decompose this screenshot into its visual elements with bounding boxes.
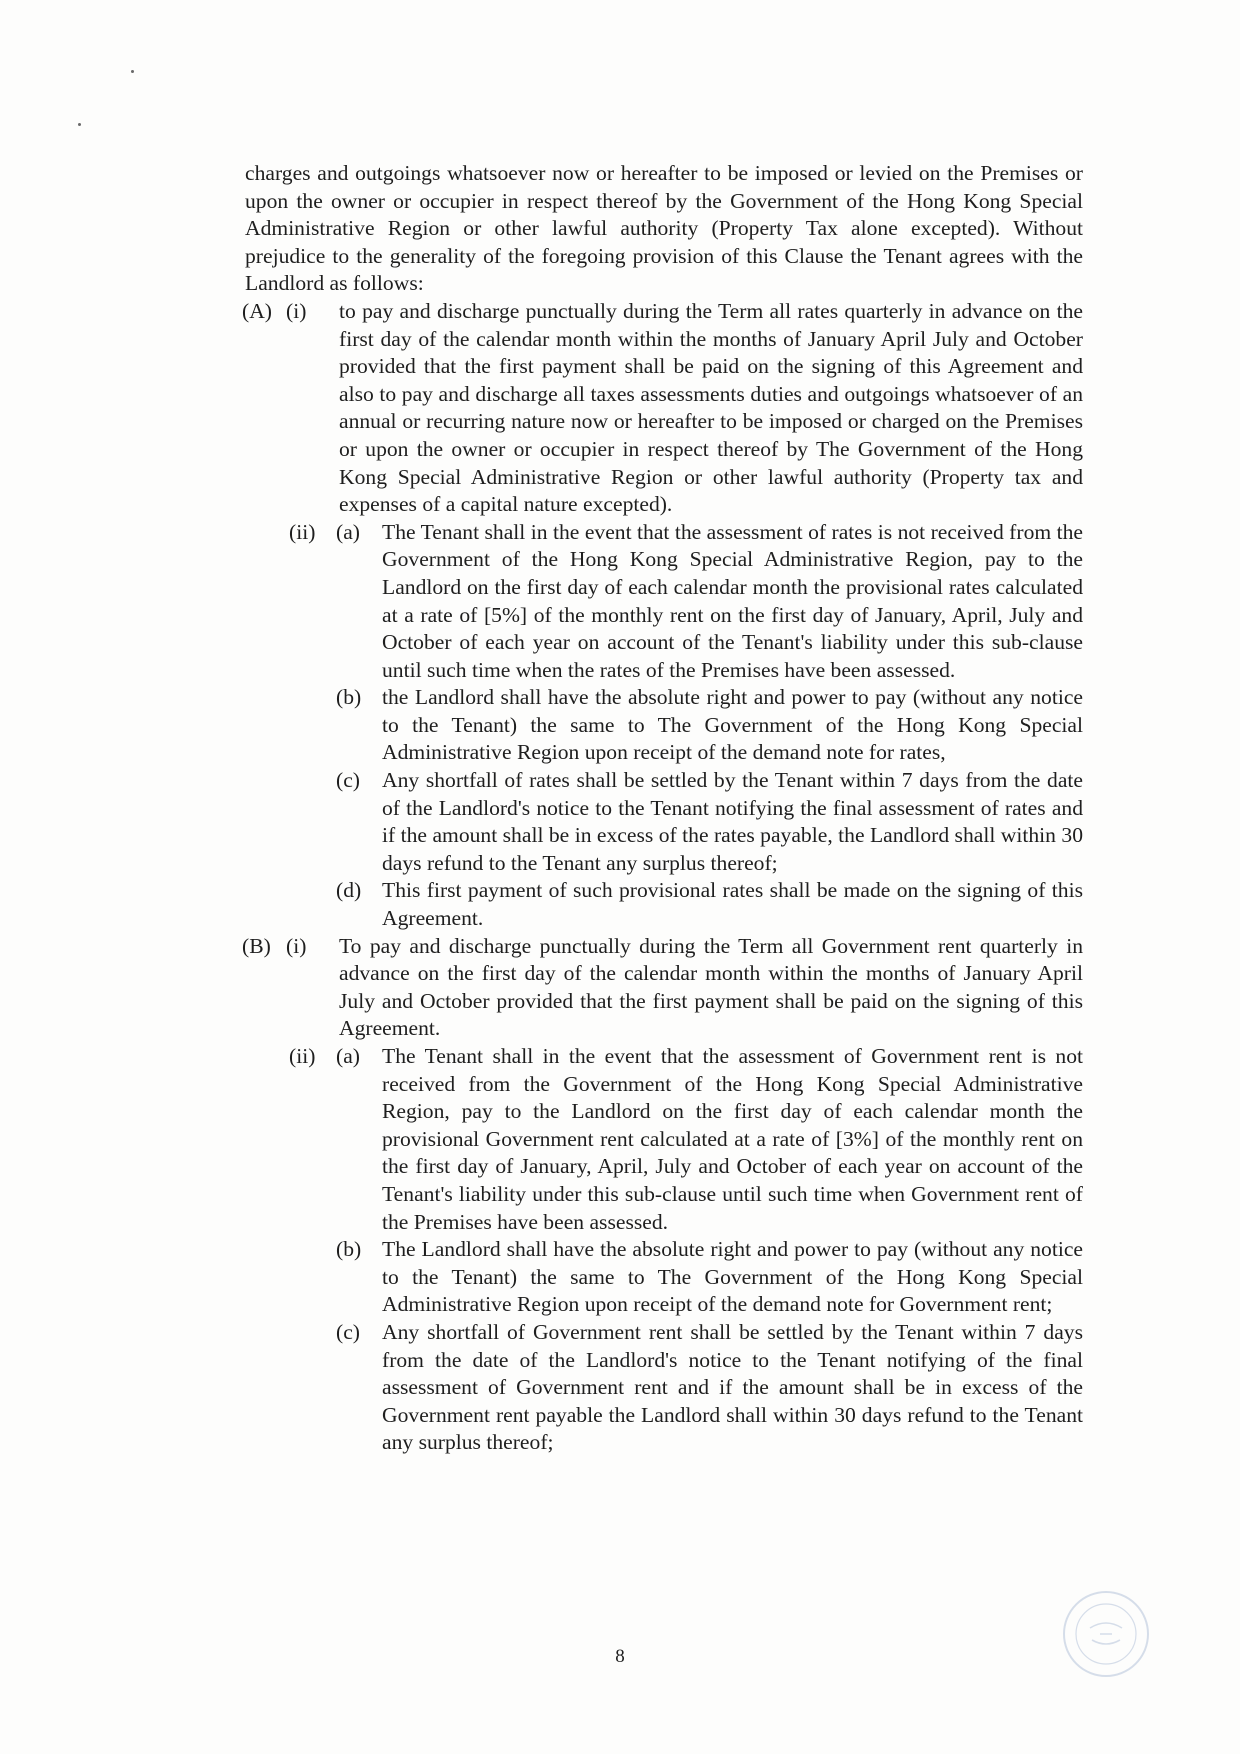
clause-text: Any shortfall of Government rent shall be settled by the Tenant within 7 days from the date of the Landlord's notice to the Tenant notifying of the final assessment of Government rent and if the amount shall be in excess of the Government rent payable the Landlord shall within 30 days refund to the Tenant any surplus thereof; [382,1319,1083,1455]
clause-text: the Landlord shall have the absolute right and power to pay (without any notice to the Tenant) the same to The Government of the Hong Kong Special Administrative Region upon receipt of the demand note for rates, [382,685,1083,765]
company-seal-stamp [1060,1588,1152,1680]
clause-B-ii-a [245,1043,1083,1236]
item-label: (c) [336,1319,360,1344]
item-label: (b) [336,1237,362,1262]
item-label: (c) [336,768,360,793]
clause-A-ii-a [245,519,1083,685]
subclause-label: (ii) [289,519,316,544]
item-label: (a) [336,519,360,544]
body-text [242,160,1083,1457]
page-number: 8 [615,1646,625,1667]
clause-A-i [242,298,1083,519]
clause-text: The Tenant shall in the event that the assessment of rates is not received from the Government of the Hong Kong Special Administrative Region, pay to the Landlord on the first day of each calendar month the provisional rates calculated at a rate of [5%] of the monthly rent on the first day of January, April, July and October of each year on account of the Tenant's liability under this sub-clause until such time when the rates of the Premises have been assessed. [382,519,1083,682]
clause-text: The Tenant shall in the event that the assessment of Government rent is not received from the Government of the Hong Kong Special Administrative Region, pay to the Landlord on the first day of each calendar month the provisional Government rent calculated at a rate of [3%] of the monthly rent on the first day of January, April, July and October of each year on account of the Tenant's liability under this sub-clause until such time when Government rent of the Premises have been assessed. [382,1044,1083,1234]
clause-label: (A) [242,298,272,323]
clause-B-ii-b [245,1236,1083,1319]
clause-A-ii-c [245,767,1083,877]
clause-text: Any shortfall of rates shall be settled by the Tenant within 7 days from the date of the Landlord's notice to the Tenant notifying the final assessment of rates and if the amount shall be in excess of the rates payable, the Landlord shall within 30 days refund to the Tenant any surplus thereof; [382,768,1083,875]
item-label: (d) [336,878,362,903]
clause-A-ii-b [245,684,1083,767]
item-label: (b) [336,685,362,710]
clause-text: To pay and discharge punctually during the Term all Government rent quarterly in advance on the first day of the calendar month within the months of January April July and October provided that the first payment shall be paid on the signing of this Agreement. [339,933,1083,1041]
intro-paragraph: charges and outgoings whatsoever now or hereafter to be imposed or levied on the Premises or upon the owner or occupier in respect thereof by the Government of the Hong Kong Special Administrative Region or other lawful authority (Property Tax alone excepted). Without prejudice to the generality of the foregoing provision of this Clause the Tenant agrees with the Landlord as follows: [245,161,1083,296]
clause-A-ii-d [245,877,1083,932]
scan-speck [131,70,134,73]
subclause-label: (i) [286,933,307,958]
subclause-label: (ii) [289,1044,316,1068]
clause-B-i [242,933,1083,1043]
clause-label: (B) [242,933,271,958]
clause-text: This first payment of such provisional rates shall be made on the signing of this Agreement. [382,878,1083,931]
subclause-label: (i) [286,298,307,323]
scan-speck [78,123,81,126]
clause-text: The Landlord shall have the absolute right and power to pay (without any notice to the Tenant) the same to The Government of the Hong Kong Special Administrative Region upon receipt of the demand note for Government rent; [382,1237,1083,1317]
clause-B-ii-c [245,1319,1083,1457]
item-label: (a) [336,1044,360,1068]
clause-text: to pay and discharge punctually during the Term all rates quarterly in advance on the first day of the calendar month within the months of January April July and October provided that the first payment shall be paid on the signing of this Agreement and also to pay and discharge all taxes assessments duties and outgoings whatsoever of an annual or recurring nature now or hereafter to be imposed or charged on the Premises or upon the owner or occupier in respect thereof by The Government of the Hong Kong Special Administrative Region or other lawful authority (Property tax and expenses of a capital nature excepted). [339,298,1083,517]
